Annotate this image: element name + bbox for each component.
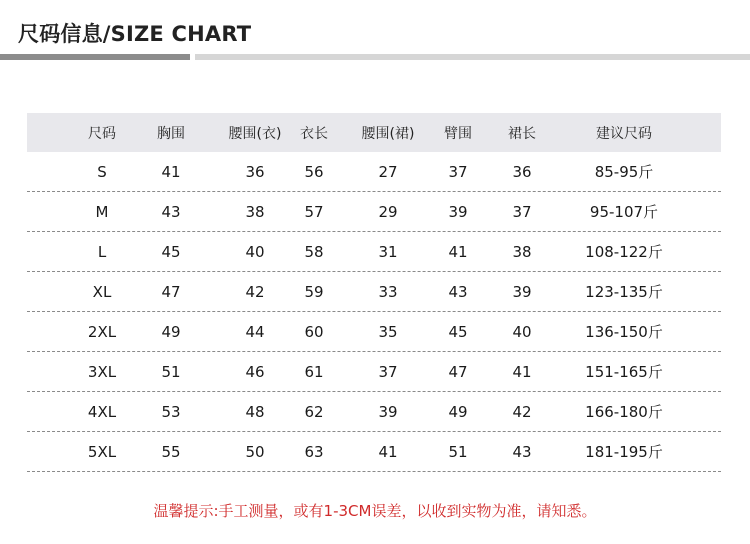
table-cell: 4XL xyxy=(87,402,117,421)
table-cell: 47 xyxy=(161,282,181,301)
table-cell: 181-195斤 xyxy=(585,443,663,461)
table-cell: S xyxy=(97,162,107,181)
table-cell: 49 xyxy=(161,322,181,341)
table-cell: 56 xyxy=(304,162,324,181)
table-cell: 59 xyxy=(304,282,324,301)
table-cell: 53 xyxy=(161,402,181,421)
table-cell: 55 xyxy=(161,442,181,461)
table-row xyxy=(27,312,721,352)
table-cell: 51 xyxy=(448,442,468,461)
table-cell: 95-107斤 xyxy=(589,203,659,221)
column-header: 臂围 xyxy=(444,125,472,142)
table-cell: 3XL xyxy=(87,362,117,381)
table-cell: 136-150斤 xyxy=(585,323,663,341)
table-cell: 41 xyxy=(378,442,398,461)
table-row xyxy=(27,192,721,232)
table-cell: 123-135斤 xyxy=(585,283,663,301)
column-header: 腰围(裙) xyxy=(361,125,415,142)
table-cell: 108-122斤 xyxy=(585,243,663,261)
table-cell: 40 xyxy=(245,242,265,261)
column-header: 胸围 xyxy=(157,125,185,142)
page-title: 尺码信息/SIZE CHART xyxy=(18,22,252,46)
table-cell: 29 xyxy=(378,202,398,221)
table-cell: 40 xyxy=(512,322,532,341)
table-cell: 36 xyxy=(245,162,265,181)
table-cell: 39 xyxy=(448,202,468,221)
column-header: 裙长 xyxy=(508,125,536,142)
table-cell: 37 xyxy=(448,162,468,181)
column-header: 腰围(衣) xyxy=(228,125,282,142)
table-row xyxy=(27,392,721,432)
table-cell: XL xyxy=(92,282,112,301)
table-cell: 33 xyxy=(378,282,398,301)
table-cell: 44 xyxy=(245,322,265,341)
table-cell: 51 xyxy=(161,362,181,381)
table-cell: 38 xyxy=(245,202,265,221)
table-cell: 5XL xyxy=(87,442,117,461)
table-cell: 49 xyxy=(448,402,468,421)
table-cell: 42 xyxy=(245,282,265,301)
table-cell: 35 xyxy=(378,322,398,341)
table-cell: 43 xyxy=(512,442,532,461)
measurement-notice: 温馨提示:手工测量，或有1-3CM误差，以收到实物为准，请知悉。 xyxy=(153,502,597,520)
table-cell: 37 xyxy=(378,362,398,381)
table-row xyxy=(27,432,721,472)
table-cell: 58 xyxy=(304,242,324,261)
table-cell: 61 xyxy=(304,362,324,381)
table-cell: 85-95斤 xyxy=(594,163,654,181)
table-cell: 63 xyxy=(304,442,324,461)
table-row xyxy=(27,152,721,192)
table-cell: 57 xyxy=(304,202,324,221)
table-cell: L xyxy=(97,242,107,261)
table-row xyxy=(27,272,721,312)
table-cell: 166-180斤 xyxy=(585,403,663,421)
table-row xyxy=(27,352,721,392)
table-cell: 45 xyxy=(448,322,468,341)
table-cell: 46 xyxy=(245,362,265,381)
table-cell: 47 xyxy=(448,362,468,381)
size-chart-table xyxy=(27,113,721,472)
table-cell: 31 xyxy=(378,242,398,261)
table-cell: M xyxy=(95,202,109,221)
table-cell: 2XL xyxy=(87,322,117,341)
table-cell: 62 xyxy=(304,402,324,421)
table-cell: 43 xyxy=(161,202,181,221)
table-cell: 38 xyxy=(512,242,532,261)
table-cell: 50 xyxy=(245,442,265,461)
table-cell: 41 xyxy=(161,162,181,181)
table-header-row xyxy=(27,113,721,152)
table-cell: 43 xyxy=(448,282,468,301)
table-cell: 41 xyxy=(448,242,468,261)
column-header: 尺码 xyxy=(88,125,116,142)
table-cell: 45 xyxy=(161,242,181,261)
table-cell: 48 xyxy=(245,402,265,421)
table-cell: 39 xyxy=(512,282,532,301)
table-row xyxy=(27,232,721,272)
table-cell: 151-165斤 xyxy=(585,363,663,381)
table-cell: 60 xyxy=(304,322,324,341)
table-cell: 37 xyxy=(512,202,532,221)
column-header: 衣长 xyxy=(300,125,328,142)
table-cell: 39 xyxy=(378,402,398,421)
title-underline-light xyxy=(195,54,750,60)
column-header: 建议尺码 xyxy=(596,125,652,142)
table-cell: 27 xyxy=(378,162,398,181)
table-cell: 36 xyxy=(512,162,532,181)
table-cell: 42 xyxy=(512,402,532,421)
table-cell: 41 xyxy=(512,362,532,381)
title-underline-dark xyxy=(0,54,190,60)
